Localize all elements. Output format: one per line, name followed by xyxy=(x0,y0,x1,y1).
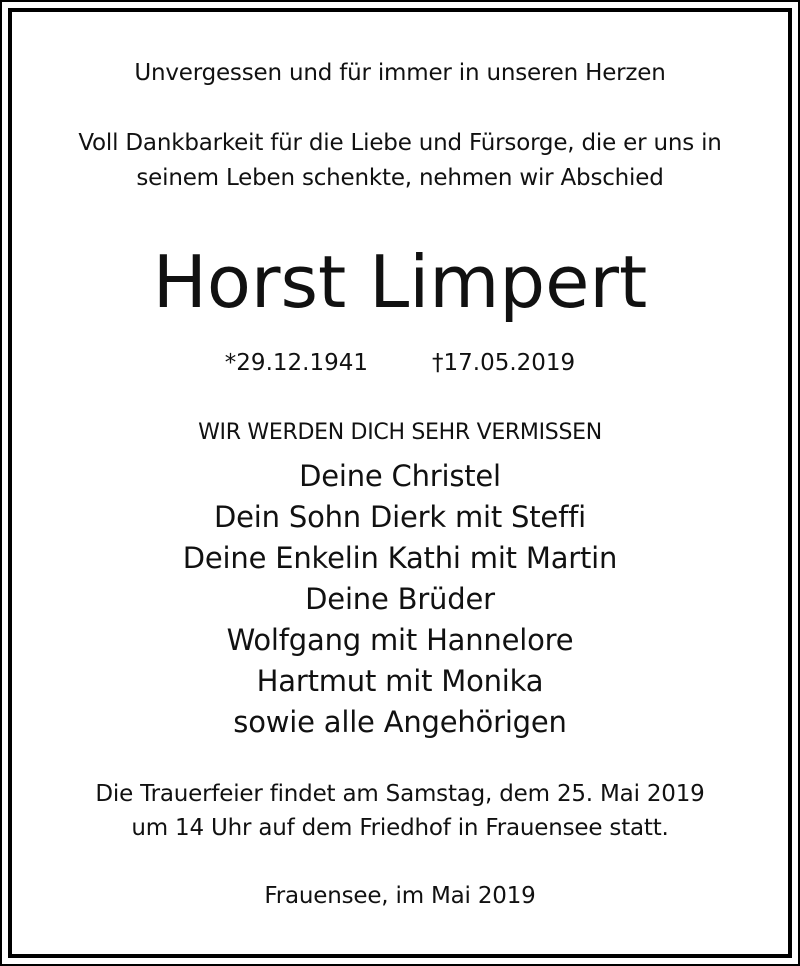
motto: WIR WERDEN DICH SEHR VERMISSEN xyxy=(198,420,602,445)
funeral-line-2: um 14 Uhr auf dem Friedhof in Frauensee statt. xyxy=(131,815,669,841)
deceased-name: Horst Limpert xyxy=(152,240,648,324)
place-date: Frauensee, im Mai 2019 xyxy=(264,883,536,909)
family-line: Wolfgang mit Hannelore xyxy=(226,623,574,657)
family-line: sowie alle Angehörigen xyxy=(233,705,567,739)
intro-line-3: seinem Leben schenkte, nehmen wir Abschied xyxy=(136,165,664,191)
family-line: Hartmut mit Monika xyxy=(256,664,544,698)
family-line: Deine Christel xyxy=(299,459,501,493)
intro-line-2: Voll Dankbarkeit für die Liebe und Fürsorge, die er uns in xyxy=(78,130,722,156)
intro-line-1: Unvergessen und für immer in unseren Herzen xyxy=(134,60,666,86)
birth-date: *29.12.1941 xyxy=(224,350,368,376)
family-line: Deine Brüder xyxy=(305,582,495,616)
family-line: Dein Sohn Dierk mit Steffi xyxy=(214,500,586,534)
family-line: Deine Enkelin Kathi mit Martin xyxy=(182,541,618,575)
funeral-line-1: Die Trauerfeier findet am Samstag, dem 25. Mai 2019 xyxy=(95,781,705,807)
life-dates xyxy=(0,350,800,376)
death-date: †17.05.2019 xyxy=(432,350,576,376)
